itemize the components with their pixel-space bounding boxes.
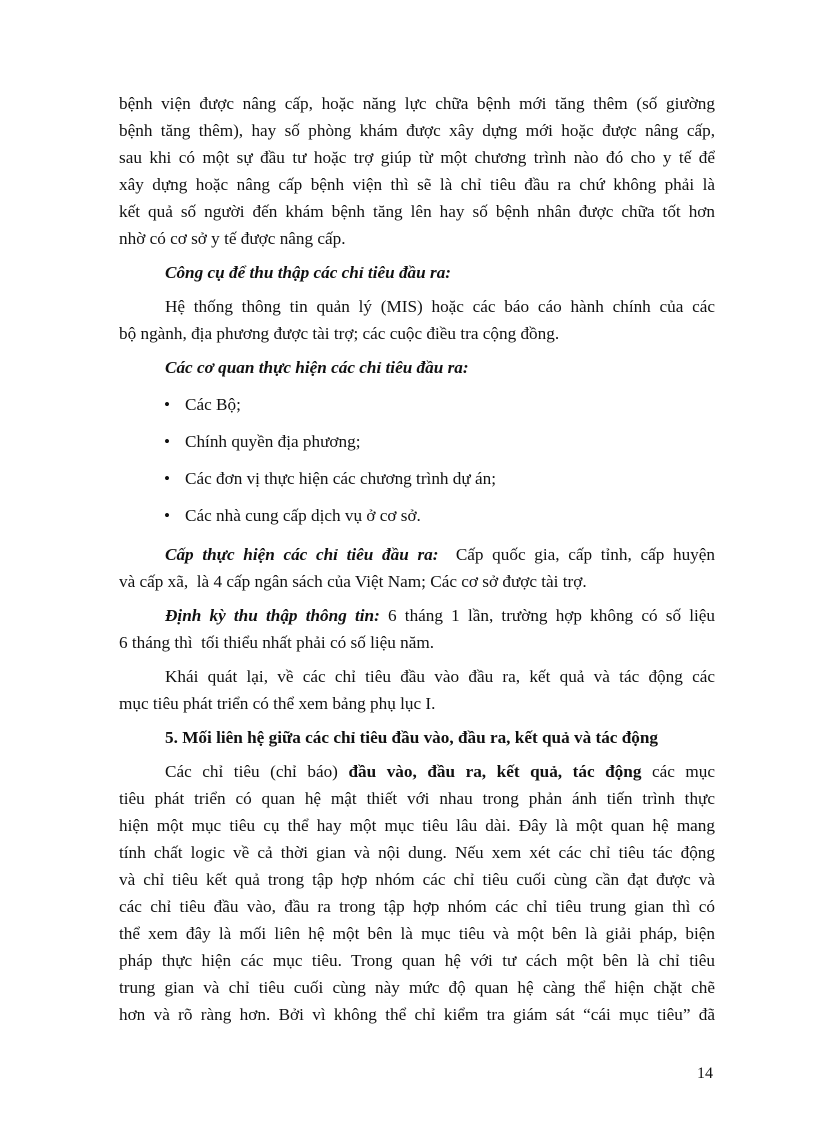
paragraph-outputs-example	[119, 90, 715, 252]
paragraph-tools	[119, 293, 715, 347]
text-line: và cấp xã, là 4 cấp ngân sách của Việt Nam; Các cơ sở được tài trợ.	[119, 572, 587, 591]
heading-agencies: Các cơ quan thực hiện các chỉ tiêu đầu ra:	[165, 358, 469, 377]
text-line: hiện một mục tiêu cụ thể hay một mục tiêu lâu dài. Đây là một quan hệ mang	[119, 816, 715, 835]
text-line: Các chỉ tiêu (chỉ báo) đầu vào, đầu ra, kết quả, tác động các mục	[165, 762, 715, 781]
text-line: bệnh viện được nâng cấp, hoặc năng lực chữa bệnh mới tăng thêm (số giường	[119, 94, 715, 113]
bullet-icon: •	[164, 469, 171, 488]
text-line: bộ ngành, địa phương được tài trợ; các cuộc điều tra cộng đồng.	[119, 324, 560, 343]
text-line: kết quả số người đến khám bệnh tăng lên hay số bệnh nhân được chữa tốt hơn	[119, 202, 715, 221]
text-line: tính chất logic về cả thời gian và nội dung. Nếu xem xét các chỉ tiêu tác động	[119, 843, 715, 862]
text-line: các chỉ tiêu đầu vào, đầu ra trong tập hợp nhóm các chỉ tiêu trung gian thì có	[119, 897, 715, 916]
list-item: • Các nhà cung cấp dịch vụ ở cơ sở.	[119, 502, 715, 529]
bullet-icon: •	[164, 432, 171, 451]
paragraph-period	[119, 602, 715, 656]
text-line: bệnh tăng thêm), hay số phòng khám được xây dựng mới hoặc được nâng cấp,	[119, 121, 715, 140]
agencies-list	[119, 391, 715, 529]
text-line: Định kỳ thu thập thông tin: 6 tháng 1 lần, trường hợp không có số liệu	[165, 606, 715, 625]
text-line: sau khi có một sự đầu tư hoặc trợ giúp từ một chương trình nào đó cho y tế để	[119, 148, 715, 167]
text-line: mục tiêu phát triển có thể xem bảng phụ lục I.	[119, 694, 436, 713]
heading-tools: Công cụ để thu thập các chỉ tiêu đầu ra:	[165, 263, 452, 282]
period-label: Định kỳ thu thập thông tin:	[165, 606, 380, 625]
section-heading: 5. Mối liên hệ giữa các chỉ tiêu đầu vào, đầu ra, kết quả và tác động	[165, 728, 659, 747]
document-page	[119, 90, 715, 1028]
text-line: Khái quát lại, về các chỉ tiêu đầu vào đầu ra, kết quả và tác động các	[165, 667, 715, 686]
text-line: hơn và rõ ràng hơn. Bởi vì không thể chỉ kiểm tra giám sát “cái mục tiêu” đã	[119, 1005, 715, 1024]
text-line: Cấp thực hiện các chỉ tiêu đầu ra: Cấp quốc gia, cấp tỉnh, cấp huyện	[165, 545, 715, 564]
text-line: nhờ có cơ sở y tế được nâng cấp.	[119, 229, 346, 248]
list-item: • Chính quyền địa phương;	[119, 428, 715, 455]
text-line: pháp thực hiện các mục tiêu. Trong quan hệ với tư cách một bên là chỉ tiêu	[119, 951, 715, 970]
text-line: 6 tháng thì tối thiểu nhất phải có số liệu năm.	[119, 633, 435, 652]
paragraph-summary	[119, 663, 715, 717]
text-line: tiêu phát triển có quan hệ mật thiết với nhau trong phản ánh tiến trình thực	[119, 789, 715, 808]
text-line: trung gian và chỉ tiêu cuối cùng này mức độ quan hệ càng thể hiện chặt chẽ	[119, 978, 715, 997]
paragraph-relationship	[119, 758, 715, 1028]
levels-label: Cấp thực hiện các chỉ tiêu đầu ra:	[165, 545, 439, 564]
list-item: • Các đơn vị thực hiện các chương trình dự án;	[119, 465, 715, 492]
text-line: thể xem đây là mối liên hệ một bên là mục tiêu và một bên là giải pháp, biện	[119, 924, 715, 943]
page-number: 14	[697, 1065, 713, 1082]
text-line: và chỉ tiêu kết quả trong tập hợp nhóm các chỉ tiêu cuối cùng cần đạt được và	[119, 870, 715, 889]
list-item: • Các Bộ;	[119, 391, 715, 418]
text-line: xây dựng hoặc nâng cấp bệnh viện thì sẽ là chỉ tiêu đầu ra chứ không phải là	[119, 175, 715, 194]
paragraph-levels	[119, 541, 715, 595]
bullet-icon: •	[164, 395, 171, 414]
text-line: Hệ thống thông tin quản lý (MIS) hoặc các báo cáo hành chính của các	[165, 297, 715, 316]
bullet-icon: •	[164, 506, 171, 525]
